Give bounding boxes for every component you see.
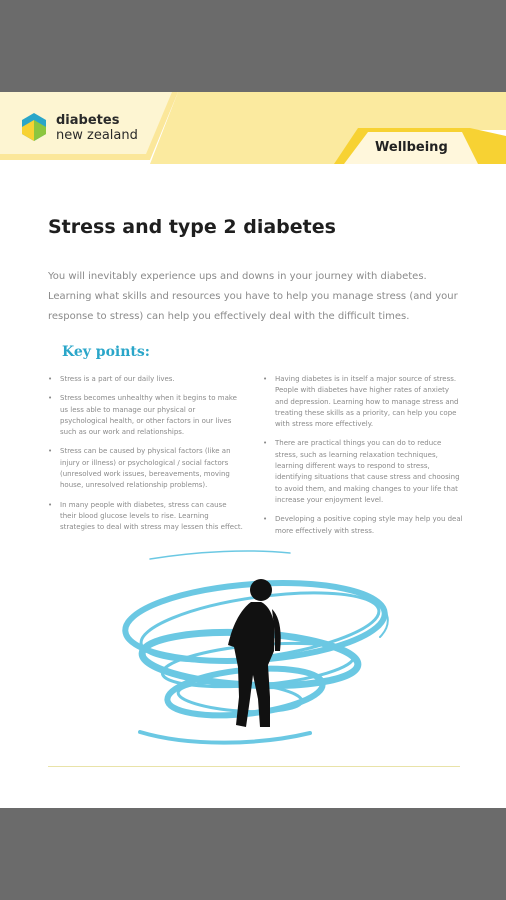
list-item: • Having diabetes is in itself a major source of stress. People with diabetes have higher rates of anxiety and depression. Learning how to manage stress and treating these skills as a priority, can help you cope with stress more effectively. xyxy=(263,374,463,430)
page-title: Stress and type 2 diabetes xyxy=(48,216,336,238)
intro-paragraph: You will inevitably experience ups and downs in your journey with diabetes. Learning what skills and resources you have to help you manage stress (and your response to stress) can help you effectively deal with the difficult times. xyxy=(48,271,458,322)
key-points-right-list xyxy=(263,374,463,545)
list-item: • Stress can be caused by physical factors (like an injury or illness) or psychological / social factors (unresolved work issues, bereavements, moving house, unresolved relationship problems). xyxy=(48,446,244,491)
logo-line2: new zealand xyxy=(56,128,138,143)
list-item: • Stress is a part of our daily lives. xyxy=(48,374,244,385)
list-item: • Developing a positive coping style may help you deal more effectively with stress. xyxy=(263,514,463,537)
list-item: • Stress becomes unhealthy when it begins to make us less able to manage our physical or psychological health, or other factors in our lives such as our work and relationships. xyxy=(48,393,244,438)
stress-swirl-illustration xyxy=(110,547,400,752)
key-points-left-list xyxy=(48,374,244,542)
logo-wordmark xyxy=(56,113,138,143)
key-points-heading: Key points: xyxy=(62,344,150,360)
document-page xyxy=(0,92,506,808)
section-tab-label: Wellbeing xyxy=(375,140,448,155)
logo-line1: diabetes xyxy=(56,113,120,128)
logo-icon xyxy=(19,112,49,142)
list-item: • There are practical things you can do to reduce stress, such as learning relaxation techniques, learning different ways to respond to stress, identifying situations that cause stress and choosing to avoid them, and making changes to your life that increase your enjoyment level. xyxy=(263,438,463,506)
footer-divider xyxy=(48,766,460,767)
list-item: • In many people with diabetes, stress can cause their blood glucose levels to rise. Learning strategies to deal with stress may lessen this effect. xyxy=(48,500,244,534)
